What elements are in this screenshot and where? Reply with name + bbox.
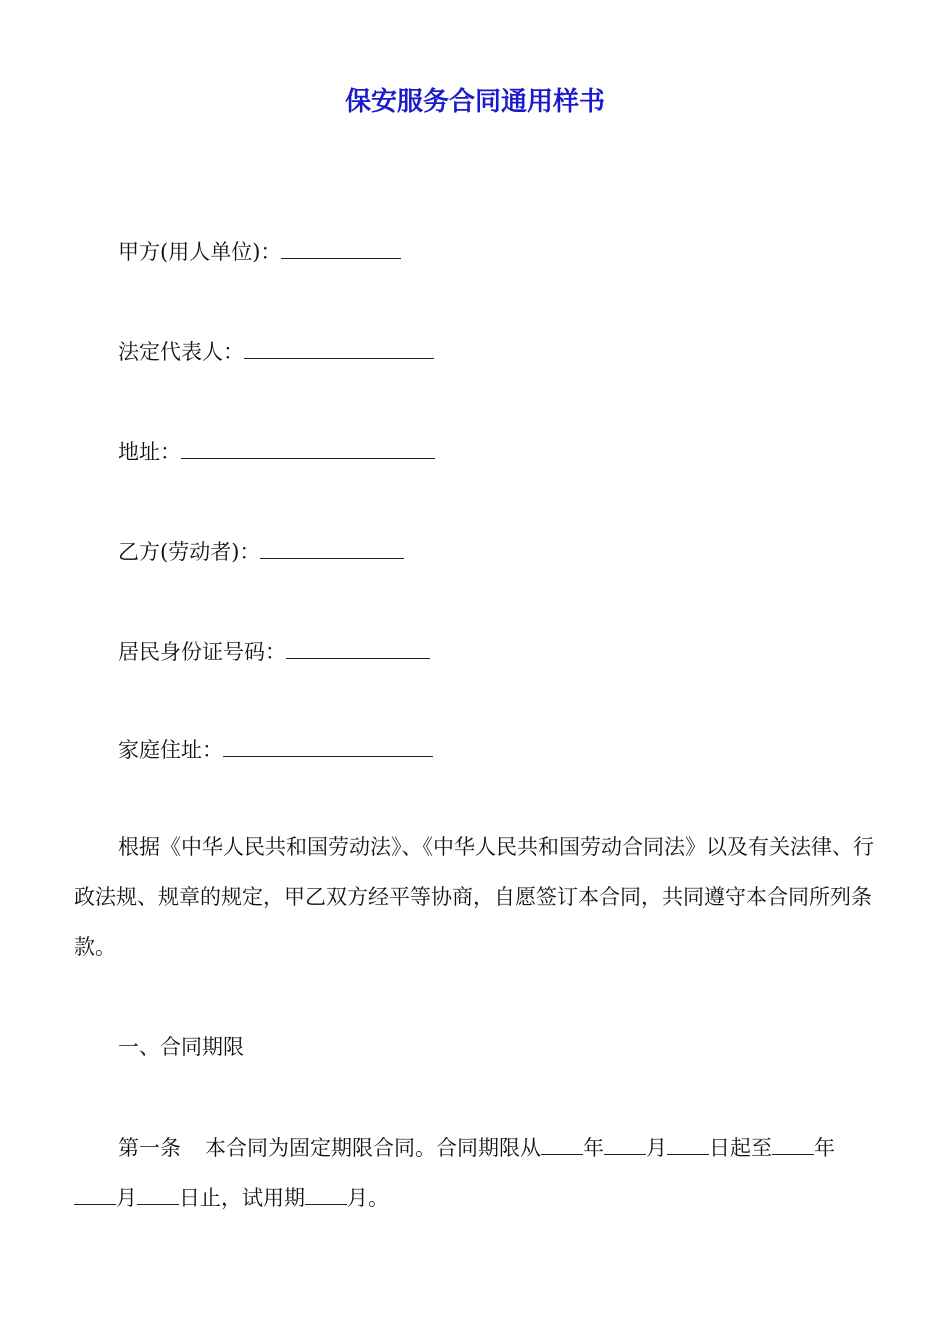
party-a-label: 甲方(用人单位)： [118, 240, 282, 264]
home-address-field [118, 734, 433, 765]
start-year-blank[interactable] [541, 1132, 583, 1155]
party-a-blank[interactable] [281, 236, 401, 259]
preamble-paragraph [74, 822, 880, 972]
year-label: 年 [583, 1136, 604, 1160]
end-month-blank[interactable] [74, 1182, 116, 1205]
month-end-label: 月。 [347, 1186, 389, 1210]
id-number-blank[interactable] [286, 636, 430, 659]
address-field [118, 436, 435, 467]
preamble-text: 根据《中华人民共和国劳动法》、《中华人民共和国劳动合同法》以及有关法律、行政法规、规章的规定，甲乙双方经平等协商，自愿签订本合同，共同遵守本合同所列条款。 [74, 835, 874, 959]
end-day-blank[interactable] [137, 1182, 179, 1205]
address-blank[interactable] [181, 436, 435, 459]
legal-rep-label: 法定代表人： [118, 340, 244, 364]
address-label: 地址： [118, 440, 181, 464]
home-address-blank[interactable] [223, 734, 433, 757]
document-title: 保安服务合同通用样书 [344, 87, 605, 117]
party-b-label: 乙方(劳动者)： [118, 540, 261, 564]
article-1-label: 第一条 [118, 1136, 181, 1160]
id-number-label: 居民身份证号码： [118, 640, 286, 664]
probation-blank[interactable] [305, 1182, 347, 1205]
legal-rep-field [118, 336, 434, 367]
article-1-line-2 [74, 1182, 389, 1213]
end-year-label: 年 [814, 1136, 835, 1160]
party-a-field [118, 236, 401, 267]
party-b-field [118, 536, 404, 567]
legal-rep-blank[interactable] [244, 336, 434, 359]
home-address-label: 家庭住址： [118, 738, 223, 762]
month-label: 月 [646, 1136, 667, 1160]
start-day-blank[interactable] [667, 1132, 709, 1155]
article-1-text: 本合同为固定期限合同。合同期限从 [205, 1136, 541, 1160]
day-to-label: 日止，试用期 [179, 1186, 305, 1210]
end-month-label: 月 [116, 1186, 137, 1210]
party-b-blank[interactable] [260, 536, 404, 559]
article-1-line-1 [118, 1132, 835, 1163]
section-heading-term: 一、合同期限 [118, 1035, 244, 1059]
day-from-label: 日起至 [709, 1136, 772, 1160]
id-number-field [118, 636, 430, 667]
start-month-blank[interactable] [604, 1132, 646, 1155]
end-year-blank[interactable] [772, 1132, 814, 1155]
